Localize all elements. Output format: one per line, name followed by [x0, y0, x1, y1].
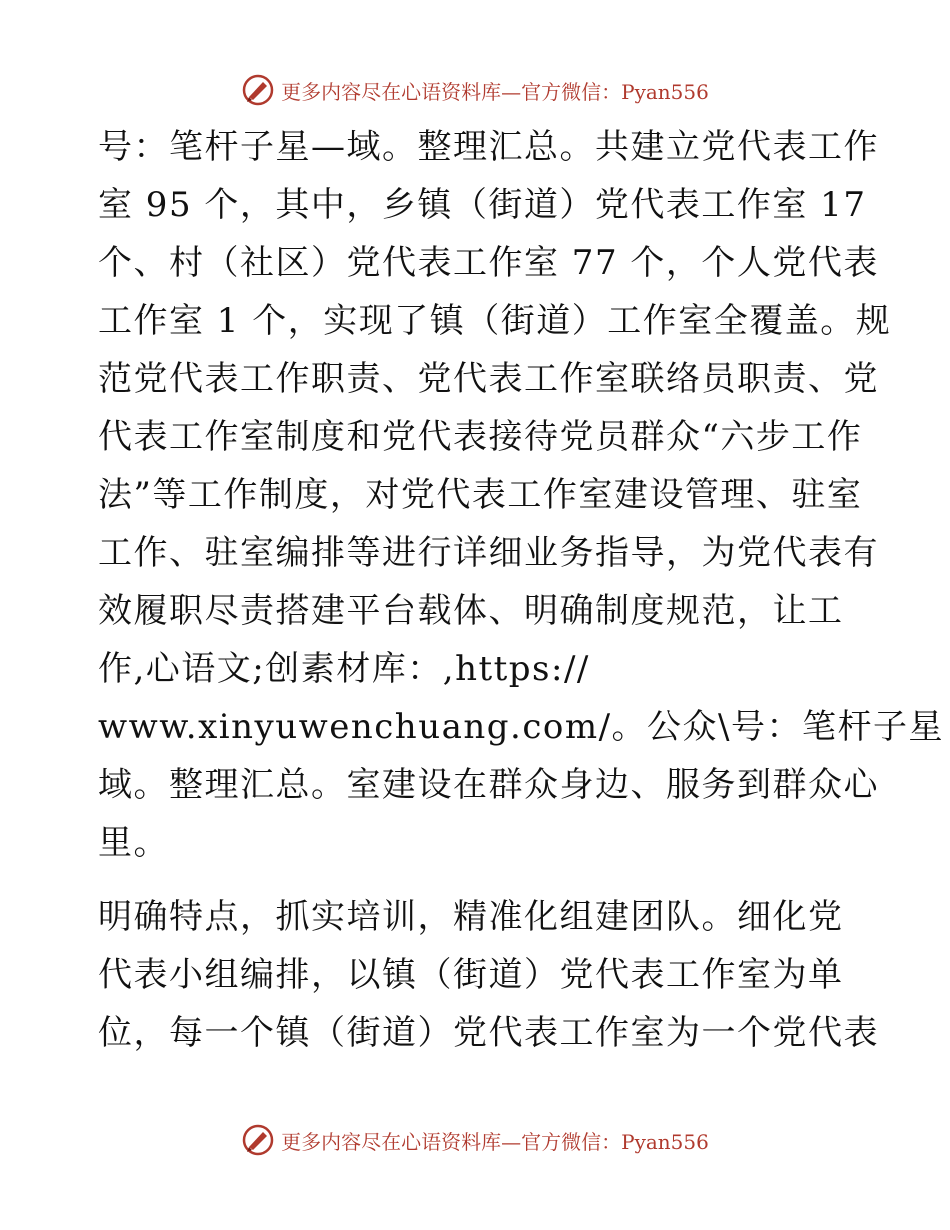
pen-circle-logo-icon: [241, 1123, 275, 1157]
header-watermark-text: 更多内容尽在心语资料库—官方微信：Pyan556: [281, 79, 709, 104]
text-line: 代表小组编排，以镇（街道）党代表工作室为单: [98, 955, 844, 995]
text-line: 位，每一个镇（街道）党代表工作室为一个党代表: [98, 1013, 879, 1053]
text-line: 明确特点，抓实培训，精准化组建团队。细化党: [98, 897, 844, 937]
document-body: [98, 118, 944, 1062]
footer-watermark-text: 更多内容尽在心语资料库—官方微信：Pyan556: [281, 1129, 709, 1154]
text-line: 范党代表工作职责、党代表工作室联络员职责、党: [98, 359, 879, 399]
pen-circle-logo-icon: [241, 73, 275, 107]
footer-watermark-banner: [0, 1120, 950, 1160]
text-line: 号：笔杆子星—域。整理汇总。共建立党代表工作: [98, 127, 879, 167]
text-line: 域。整理汇总。室建设在群众身边、服务到群众心: [98, 765, 879, 805]
text-line: 工作室 1 个，实现了镇（街道）工作室全覆盖。规: [98, 301, 892, 341]
paragraph-1: [98, 118, 944, 872]
text-line: 里。: [98, 823, 169, 863]
text-line: 法”等工作制度，对党代表工作室建设管理、驻室: [98, 475, 863, 515]
text-line: 作,心语文;创素材库：,https://: [98, 649, 590, 689]
header-watermark-banner: [0, 70, 950, 110]
text-line: www.xinyuwenchuang.com/。公众\号：笔杆子星: [98, 707, 944, 747]
text-line: 代表工作室制度和党代表接待党员群众“六步工作: [98, 417, 863, 457]
text-line: 工作、驻室编排等进行详细业务指导，为党代表有: [98, 533, 879, 573]
text-line: 效履职尽责搭建平台载体、明确制度规范，让工: [98, 591, 844, 631]
text-line: 个、村（社区）党代表工作室 77 个，个人党代表: [98, 243, 879, 283]
text-line: 室 95 个，其中，乡镇（街道）党代表工作室 17: [98, 185, 867, 225]
paragraph-2: [98, 888, 879, 1062]
